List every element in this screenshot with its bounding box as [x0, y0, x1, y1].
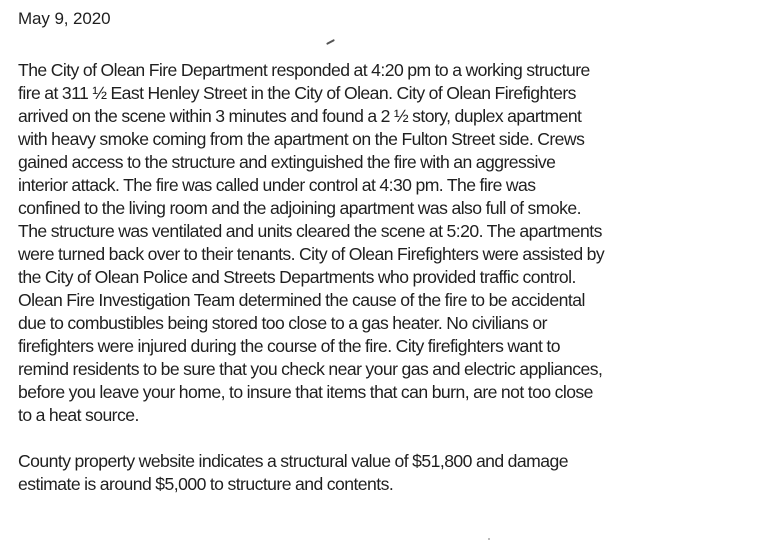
- paragraph-line: due to combustibles being stored too close to a gas heater. No civilians or: [18, 313, 547, 333]
- scan-artifact-dot: [488, 538, 490, 540]
- paragraph-line: were turned back over to their tenants. City of Olean Firefighters were assisted by: [18, 244, 605, 264]
- paragraph-line: with heavy smoke coming from the apartment on the Fulton Street side. Crews: [18, 129, 585, 149]
- paragraph-line: estimate is around $5,000 to structure and contents.: [18, 474, 394, 494]
- paragraph-line: gained access to the structure and extinguished the fire with an aggressive: [18, 152, 556, 172]
- paragraph-line: The City of Olean Fire Department responded at 4:20 pm to a working structure: [18, 60, 590, 80]
- paragraph-line: the City of Olean Police and Streets Departments who provided traffic control.: [18, 267, 576, 287]
- paragraph-line: to a heat source.: [18, 405, 139, 425]
- scan-artifact-mark: [326, 39, 335, 45]
- paragraph-line: arrived on the scene within 3 minutes and found a 2 ½ story, duplex apartment: [18, 106, 582, 126]
- paragraph-line: confined to the living room and the adjoining apartment was also full of smoke.: [18, 198, 581, 218]
- paragraph-line: remind residents to be sure that you check near your gas and electric appliances,: [18, 359, 603, 379]
- paragraph-line: fire at 311 ½ East Henley Street in the City of Olean. City of Olean Firefighters: [18, 83, 576, 103]
- paragraph-line: firefighters were injured during the course of the fire. City firefighters want to: [18, 336, 560, 356]
- document-date: May 9, 2020: [18, 9, 111, 28]
- paragraph-line: before you leave your home, to insure that items that can burn, are not too close: [18, 382, 593, 402]
- paragraph-line: The structure was ventilated and units cleared the scene at 5:20. The apartments: [18, 221, 602, 241]
- paragraph-line: interior attack. The fire was called under control at 4:30 pm. The fire was: [18, 175, 536, 195]
- paragraph-line: Olean Fire Investigation Team determined the cause of the fire to be accidental: [18, 290, 585, 310]
- paragraph-line: County property website indicates a structural value of $51,800 and damage: [18, 451, 568, 471]
